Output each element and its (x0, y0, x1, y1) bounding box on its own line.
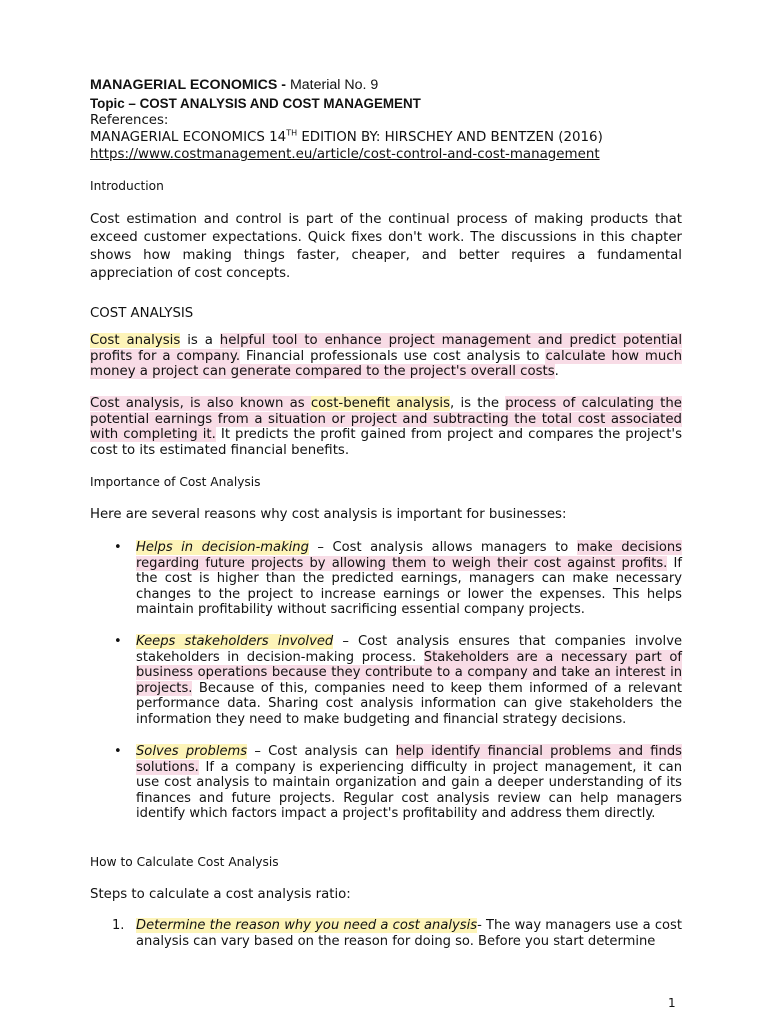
calculate-lead: Steps to calculate a cost analysis ratio: (90, 887, 351, 902)
document-title: MANAGERIAL ECONOMICS - (90, 77, 286, 93)
reference-book: MANAGERIAL ECONOMICS 14TH EDITION BY: HIRSCHEY AND BENTZEN (2016) (90, 128, 603, 145)
list-item: Keeps stakeholders involved – Cost analysis ensures that companies involve stakeholders in decision-making process. Stakeholders are a necessary part of business operations because they contribute to a company and take an interest in projects. Because of this, companies need to keep them informed of a relevant performance data. Sharing cost analysis information can give stakeholders the information they need to make budgeting and financial strategy decisions. (136, 634, 682, 727)
intro-paragraph: Cost estimation and control is part of the continual process of making products that exceed customer expectations. Quick fixes don't work. The discussions in this chapter shows how making things faster, cheaper, and better requires a fundamental appreciation of cost concepts. (90, 212, 682, 281)
reference-link[interactable]: https://www.costmanagement.eu/article/cost-control-and-cost-management (90, 147, 600, 162)
step-number: 1. (112, 918, 125, 933)
list-item: Solves problems – Cost analysis can help identify financial problems and finds solutions. If a company is experiencing difficulty in project management, it can use cost analysis to maintain organization and gain a deeper understanding of its finances and future projects. Regular cost analysis review can help managers identify which factors impact a project's profitability and address them directly. (136, 744, 682, 822)
bullet-marker: • (114, 634, 122, 649)
material-number: Material No. 9 (289, 77, 379, 93)
topic-line: Topic – COST ANALYSIS AND COST MANAGEMENT (90, 96, 421, 111)
importance-lead: Here are several reasons why cost analysis is important for businesses: (90, 507, 567, 522)
bullet-marker: • (114, 744, 122, 759)
bullet-marker: • (114, 540, 122, 555)
intro-heading: Introduction (90, 179, 164, 193)
page-number: 1 (668, 996, 676, 1010)
step-item: Determine the reason why you need a cost analysis- The way managers use a cost analysis can vary based on the reason for doing so. Before you start determine (136, 918, 682, 949)
cost-analysis-paragraph-2: Cost analysis, is also known as cost-benefit analysis, is the process of calculating the potential earnings from a situation or project and subtracting the total cost associated with completing it. It predicts the profit gained from project and compares the project's cost to its estimated financial benefits. (90, 396, 682, 458)
cost-analysis-paragraph-1: Cost analysis is a helpful tool to enhance project management and predict potential profits for a company. Financial professionals use cost analysis to calculate how much money a project can generate compared to the project's overall costs. (90, 333, 683, 380)
importance-heading: Importance of Cost Analysis (90, 475, 261, 489)
calculate-heading: How to Calculate Cost Analysis (90, 855, 279, 869)
references-label: References: (90, 113, 169, 128)
cost-analysis-heading: COST ANALYSIS (90, 306, 194, 321)
list-item: Helps in decision-making – Cost analysis allows managers to make decisions regarding future projects by allowing them to weigh their cost against profits. If the cost is higher than the predicted earnings, managers can make necessary changes to the project to increase earnings or lower the expenses. This helps maintain profitability without sacrificing essential company projects. (136, 540, 682, 618)
document-title-line (90, 78, 682, 94)
